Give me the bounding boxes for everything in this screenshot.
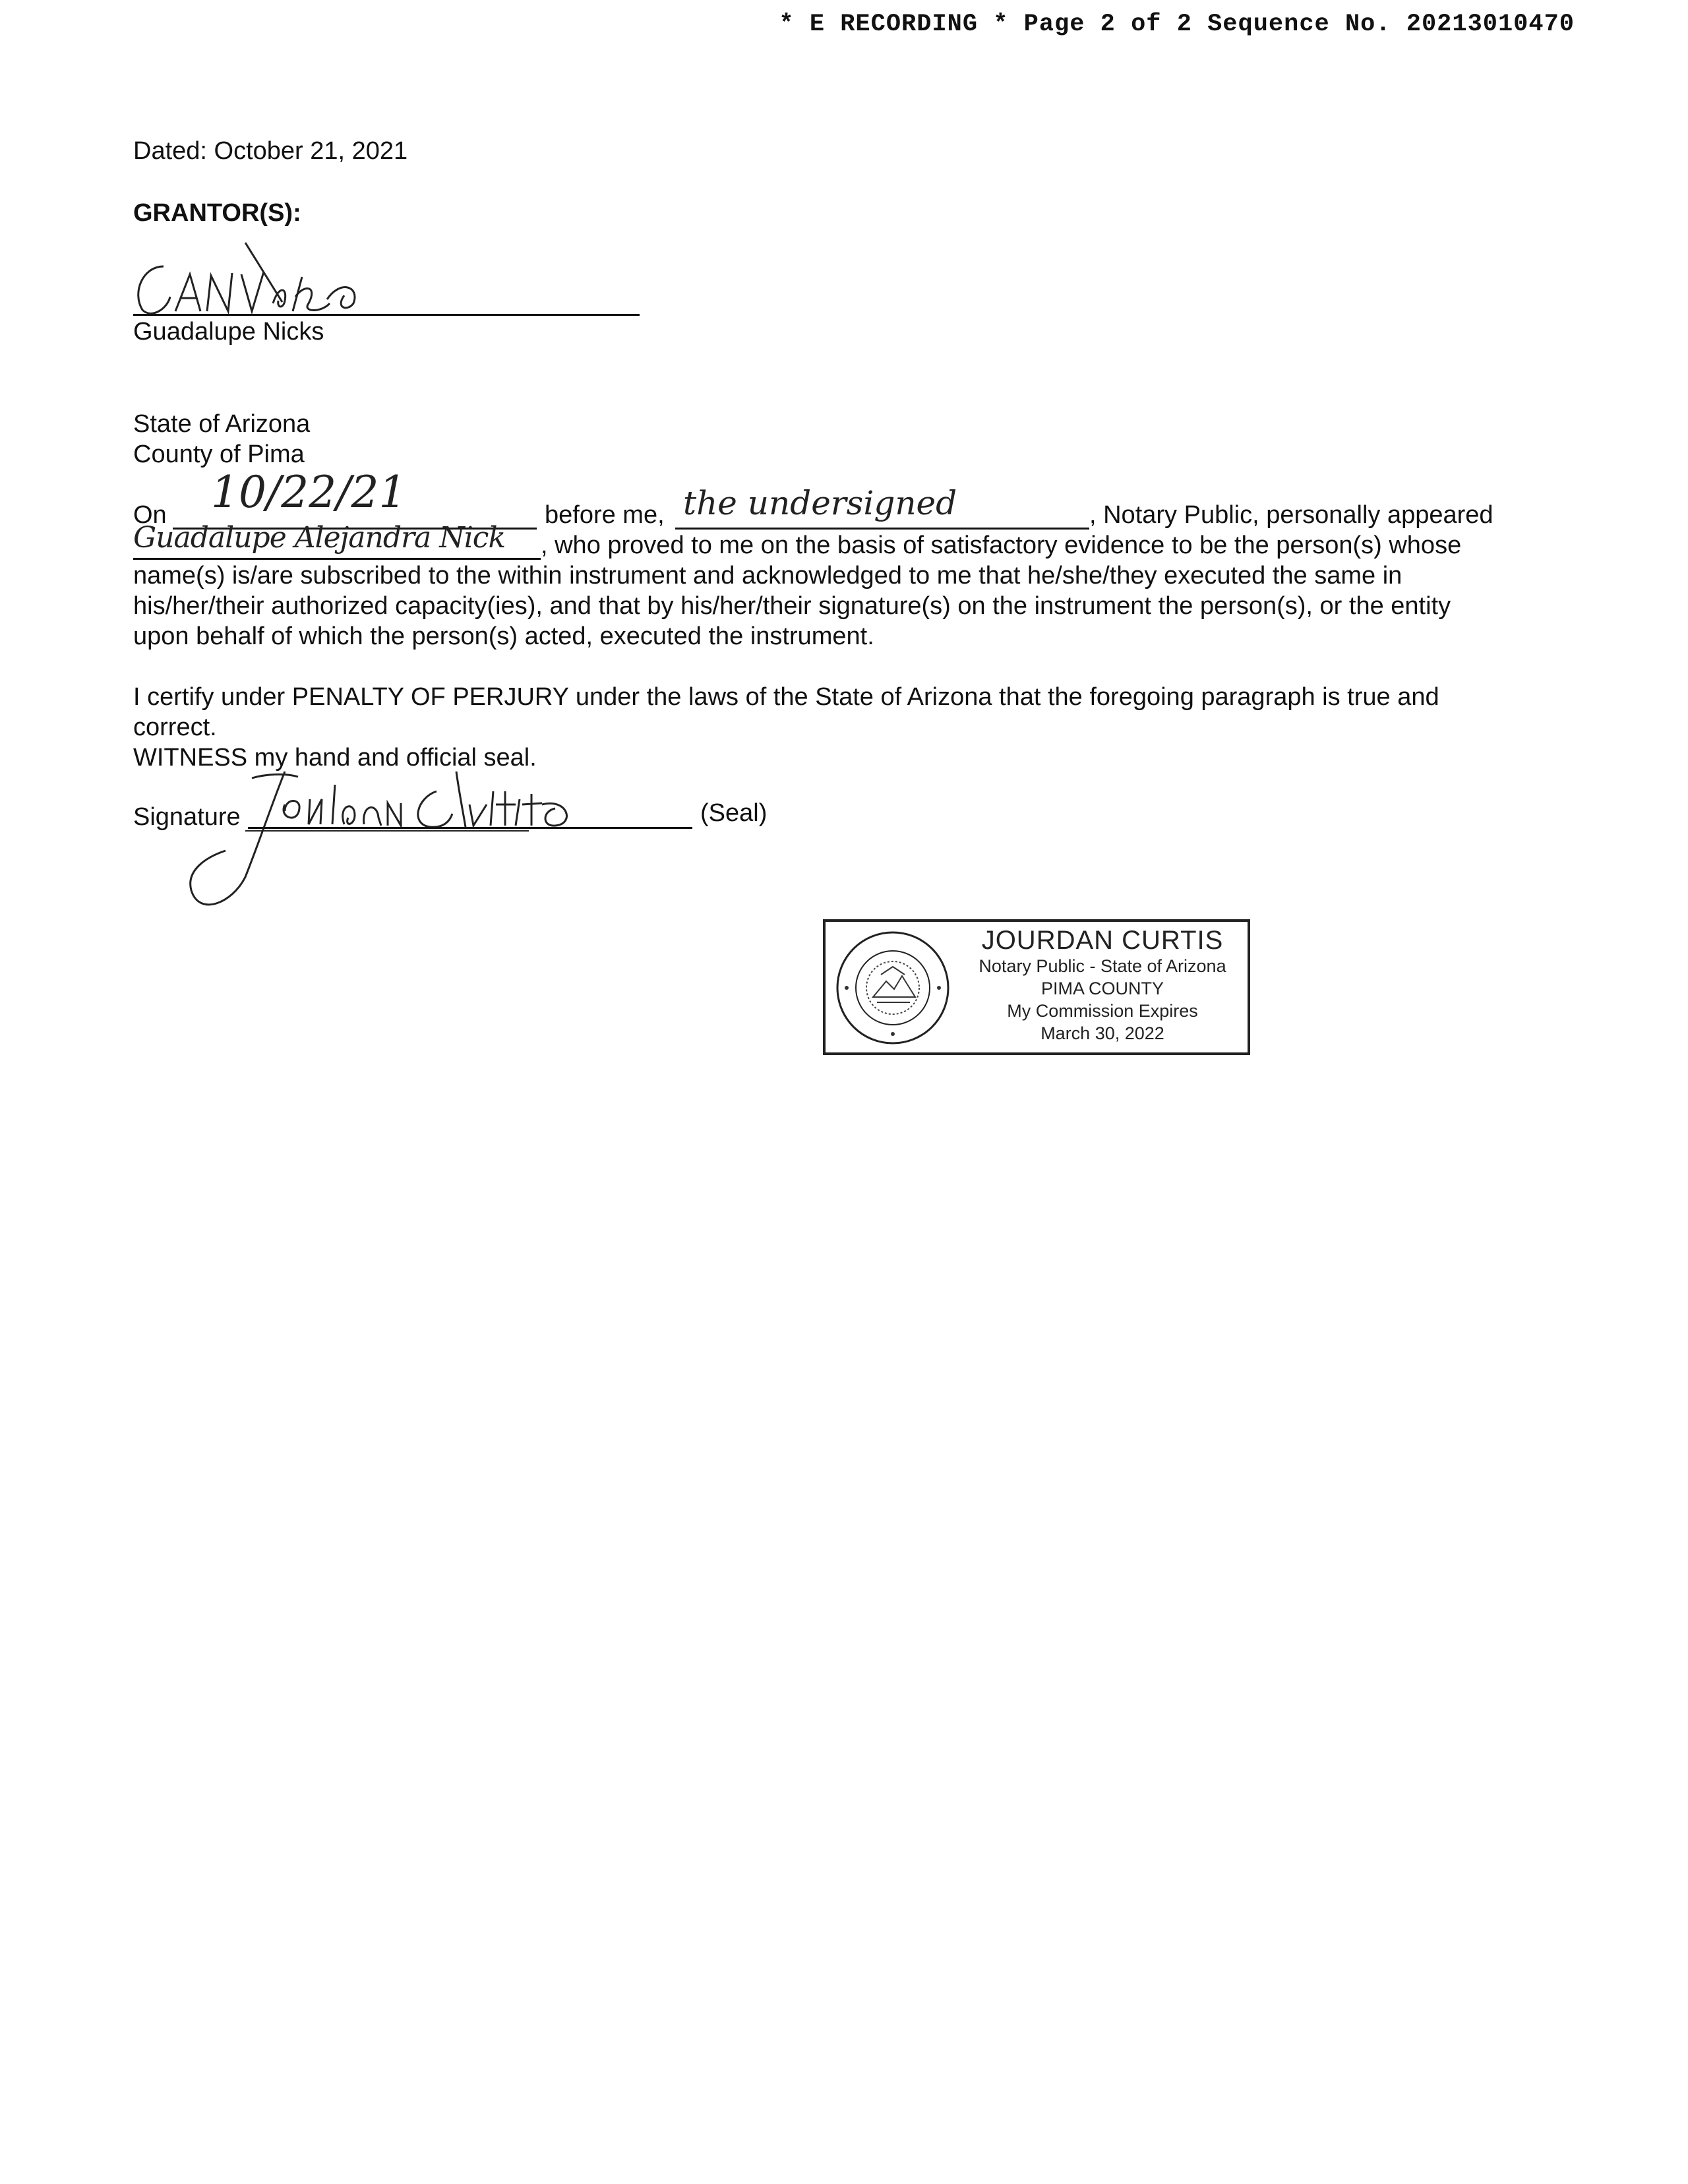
ack-line2: name(s) is/are subscribed to the within instrument and acknowledged to me that he/she/they executed the same in (133, 562, 1402, 590)
recording-header: * E RECORDING * Page 2 of 2 Sequence No. 20213010470 (779, 11, 1575, 38)
handwritten-officer: the undersigned (683, 484, 957, 522)
notary-appeared-text: , Notary Public, personally appeared (1089, 501, 1493, 529)
notary-stamp (823, 919, 1250, 1055)
grantor-name: Guadalupe Nicks (133, 318, 324, 346)
grantor-heading: GRANTOR(S): (133, 199, 301, 227)
handwritten-signer: Guadalupe Alejandra Nick (133, 521, 506, 555)
ack-line4: upon behalf of which the person(s) acted, executed the instrument. (133, 622, 874, 650)
cert-line2: correct. (133, 713, 217, 741)
ack-line3: his/her/their authorized capacity(ies), and that by his/her/their signature(s) on the instrument the person(s), or the entity (133, 592, 1451, 620)
notary-stamp-name: JOURDAN CURTIS (981, 926, 1224, 955)
grantor-signature-line (133, 314, 640, 316)
cert-line1: I certify under PENALTY OF PERJURY under the laws of the State of Arizona that the foregoing paragraph is true and (133, 683, 1439, 711)
grantor-signature (129, 240, 380, 319)
witness-line: WITNESS my hand and official seal. (133, 744, 537, 772)
notary-stamp-county: PIMA COUNTY (1040, 979, 1164, 998)
venue-county: County of Pima (133, 440, 305, 468)
dated-line: Dated: October 21, 2021 (133, 137, 408, 165)
ack-line1-rest: , who proved to me on the basis of satisfactory evidence to be the person(s) whose (541, 531, 1462, 559)
on-label: On (133, 501, 167, 529)
handwritten-date: 10/22/21 (211, 467, 407, 518)
notary-stamp-expiration: March 30, 2022 (1040, 1023, 1164, 1043)
signature-label: Signature (133, 803, 241, 831)
signer-underline (133, 558, 541, 560)
notary-stamp-commission-label: My Commission Expires (1007, 1001, 1198, 1021)
notary-stamp-title: Notary Public - State of Arizona (979, 956, 1226, 976)
state-seal-icon (833, 928, 952, 1047)
notary-signature (186, 765, 595, 917)
before-me-label: before me, (545, 501, 665, 529)
notary-signature-line (248, 827, 692, 829)
officer-underline (675, 528, 1089, 530)
venue-state: State of Arizona (133, 410, 311, 438)
seal-label: (Seal) (700, 799, 768, 827)
